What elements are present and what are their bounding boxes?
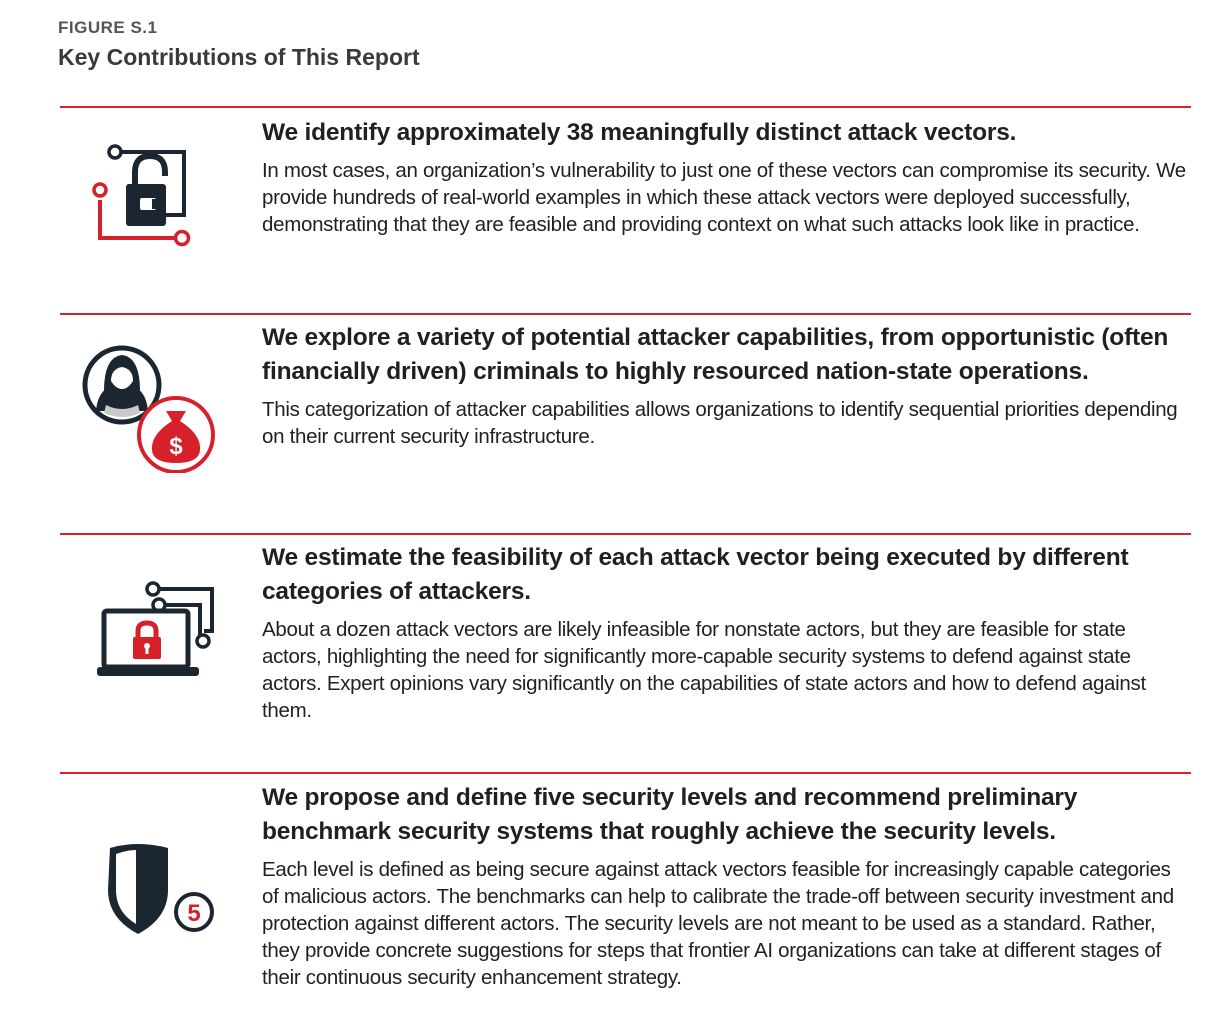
divider [60,772,1191,774]
contribution-text [262,321,1187,450]
contribution-body: In most cases, an organization’s vulnerability to just one of these vectors can compromise its security. We provide hundreds of real-world examples in which these attack vectors were deployed successfully, demonstrating that they are feasible and providing context on what such attacks look like in practice. [262,159,1186,236]
figure-label: FIGURE S.1 [58,18,158,37]
contribution-text [262,781,1187,991]
level-badge: 5 [187,900,201,927]
contribution-text [262,116,1187,238]
contribution-body: This categorization of attacker capabilities allows organizations to identify sequential priorities depending on their current security infrastructure. [262,398,1178,448]
contribution-text [262,541,1187,724]
divider [60,106,1191,108]
shield-level-icon [80,838,220,938]
contribution-body: Each level is defined as being secure against attack vectors feasible for increasingly capable categories of malicious actors. The benchmarks can help to calibrate the trade-off between security investment and protection against different actors. The security levels are not meant to be used as a standard. Rather, they provide concrete suggestions for steps that frontier AI organizations can take at different stages of their continuous security enhancement strategy. [262,858,1174,989]
divider [60,533,1191,535]
divider [60,313,1191,315]
figure-title: Key Contributions of This Report [58,44,420,70]
laptop-lock-circuit-icon [80,577,220,687]
contribution-heading: We estimate the feasibility of each attack vector being executed by different categories of attackers. [262,544,1129,605]
contribution-heading: We explore a variety of potential attacker capabilities, from opportunistic (often financially driven) criminals to highly resourced nation-state operations. [262,324,1169,385]
money-symbol: $ [169,433,183,460]
lock-circuit-icon [80,142,200,252]
contribution-body: About a dozen attack vectors are likely infeasible for nonstate actors, but they are feasible for state actors, highlighting the need for significantly more-capable security systems to defend against state actors. Expert opinions vary significantly on the capabilities of state actors and how to defend against them. [262,618,1146,722]
contribution-heading: We identify approximately 38 meaningfully distinct attack vectors. [262,119,1017,146]
contribution-heading: We propose and define five security levels and recommend preliminary benchmark security systems that roughly achieve the security levels. [262,784,1078,845]
hacker-money-bag-icon [80,343,220,473]
